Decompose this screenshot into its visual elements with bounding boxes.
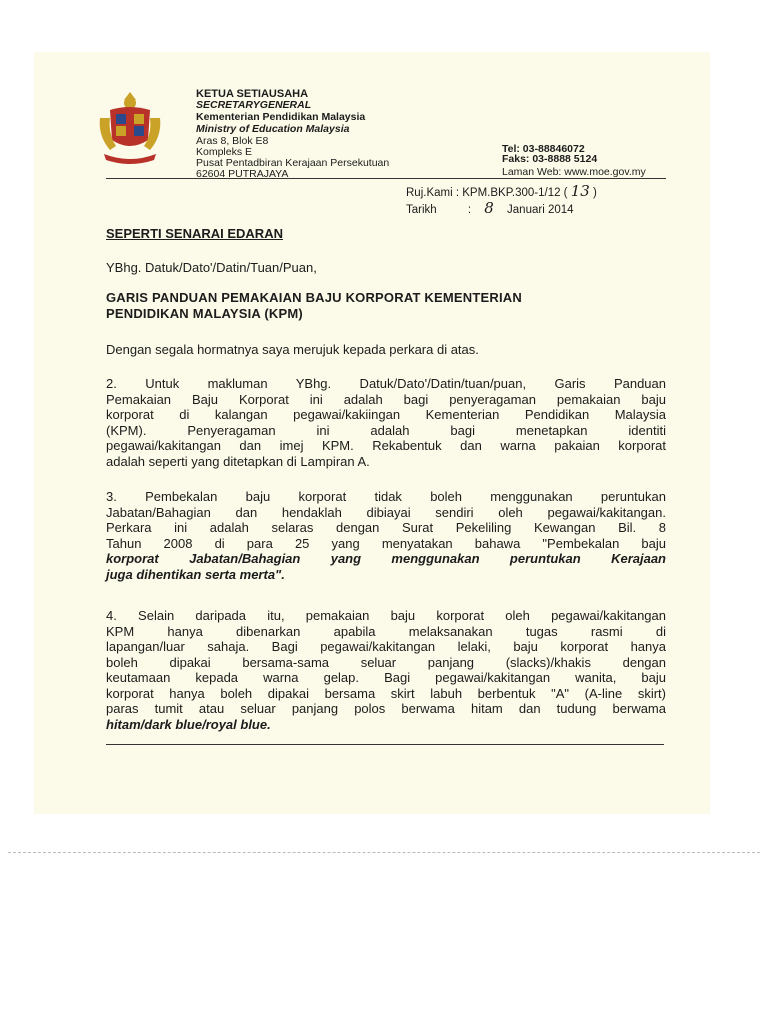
paragraph-4-line: keutamaan kepada warna gelap. Bagi pegawai/kakitangan wanita, baju bbox=[106, 670, 666, 685]
header-title: KETUA SETIAUSAHA bbox=[196, 88, 309, 100]
paragraph-2-line: (KPM). Penyeragaman ini adalah bagi menetapkan identiti bbox=[106, 422, 666, 438]
header-divider bbox=[106, 178, 666, 179]
paragraph-4-line: korporat hanya boleh dipakai bersama skirt labuh berbentuk "A" (A-line skirt) bbox=[106, 685, 666, 701]
paragraph-3-line: korporat Jabatan/Bahagian yang menggunakan peruntukan Kerajaan bbox=[106, 551, 666, 566]
header-title-en: SECRETARYGENERAL bbox=[196, 99, 312, 111]
reference-handwritten-number: 13 bbox=[570, 182, 590, 200]
paragraph-4-line: KPM hanya dibenarkan apabila melaksanakan tugas rasmi di bbox=[106, 623, 666, 639]
paragraph-4-line: boleh dipakai bersama-sama seluar panjang (slacks)/khakis dengan bbox=[106, 654, 666, 670]
paragraph-2-line: adalah seperti yang ditetapkan di Lampiran A. bbox=[106, 453, 370, 469]
date-line: Tarikh : 8 Januari 2014 bbox=[406, 199, 574, 217]
reference-line: Ruj.Kami : KPM.BKP.300-1/12 ( 13 ) bbox=[406, 182, 597, 200]
reference-label: Ruj.Kami bbox=[406, 187, 453, 199]
paragraph-3-line: Jabatan/Bahagian dan hendaklah dibiayai sendiri oleh pegawai/kakitangan. bbox=[106, 504, 666, 520]
paragraph-3-line: 3. Pembekalan baju korporat tidak boleh menggunakan peruntukan bbox=[106, 489, 666, 504]
paragraph-3-line: Tahun 2008 di para 25 yang menyatakan bahawa "Pembekalan baju bbox=[106, 535, 666, 551]
paragraph-3 bbox=[106, 489, 666, 582]
header-website: Laman Web: www.moe.gov.my bbox=[502, 166, 646, 178]
header-tel: Tel: 03-88846072 bbox=[502, 143, 585, 155]
paragraph-4 bbox=[106, 608, 666, 732]
coat-of-arms-icon bbox=[96, 88, 164, 166]
paragraph-2-line: Pemakaian Baju Korporat ini adalah bagi penyeragaman pemakaian baju bbox=[106, 391, 666, 407]
reference-value: KPM.BKP.300-1/12 ( bbox=[462, 187, 568, 199]
date-handwritten-day: 8 bbox=[484, 199, 494, 217]
subject-line-2: PENDIDIKAN MALAYSIA (KPM) bbox=[106, 305, 303, 321]
paragraph-2 bbox=[106, 376, 666, 469]
opening-sentence: Dengan segala hormatnya saya merujuk kepada perkara di atas. bbox=[106, 342, 479, 357]
header-ministry: Kementerian Pendidikan Malaysia bbox=[196, 111, 366, 123]
header-address-1: Aras 8, Blok E8 bbox=[196, 135, 269, 147]
paragraph-4-line: 4. Selain daripada itu, pemakaian baju korporat oleh pegawai/kakitangan bbox=[106, 608, 666, 623]
header-address-3: Pusat Pentadbiran Kerajaan Persekutuan bbox=[196, 157, 390, 169]
header-ministry-en: Ministry of Education Malaysia bbox=[196, 123, 350, 135]
footer-divider bbox=[106, 744, 664, 745]
paragraph-3-line: Perkara ini adalah selaras dengan Surat Pekeliling Kewangan Bil. 8 bbox=[106, 520, 666, 535]
paragraph-2-line: korporat di kalangan pegawai/kakiingan Kementerian Pendidikan Malaysia bbox=[106, 407, 666, 422]
paragraph-2-line: 2. Untuk makluman YBhg. Datuk/Dato'/Datin/tuan/puan, Garis Panduan bbox=[106, 376, 666, 391]
recipient-heading: SEPERTI SENARAI EDARAN bbox=[106, 226, 283, 241]
paragraph-3-line: juga dihentikan serta merta". bbox=[106, 566, 285, 582]
paragraph-4-line: lapangan/luar sahaja. Bagi pegawai/kakitangan lelaki, baju korporat hanya bbox=[106, 639, 666, 654]
subject bbox=[106, 290, 666, 321]
scan-artifact-line bbox=[8, 852, 760, 853]
subject-line-1: GARIS PANDUAN PEMAKAIAN BAJU KORPORAT KEMENTERIAN bbox=[106, 290, 522, 305]
header-address-4: 62604 PUTRAJAYA bbox=[196, 168, 289, 180]
salutation: YBhg. Datuk/Dato'/Datin/Tuan/Puan, bbox=[106, 260, 317, 275]
paragraph-4-line: paras tumit atau seluar panjang polos berwama hitam dan tudung berwama bbox=[106, 701, 666, 716]
date-label: Tarikh bbox=[406, 204, 437, 216]
letter-page bbox=[34, 52, 710, 814]
header-address-2: Kompleks E bbox=[196, 146, 253, 158]
reference-close: ) bbox=[593, 187, 597, 199]
date-month-year: Januari 2014 bbox=[507, 204, 574, 216]
paragraph-4-line: hitam/dark blue/royal blue. bbox=[106, 716, 271, 732]
header-fax: Faks: 03-8888 5124 bbox=[502, 153, 598, 165]
paragraph-2-line: pegawai/kakitangan dan imej KPM. Rekabentuk dan warna pakaian korporat bbox=[106, 438, 666, 453]
